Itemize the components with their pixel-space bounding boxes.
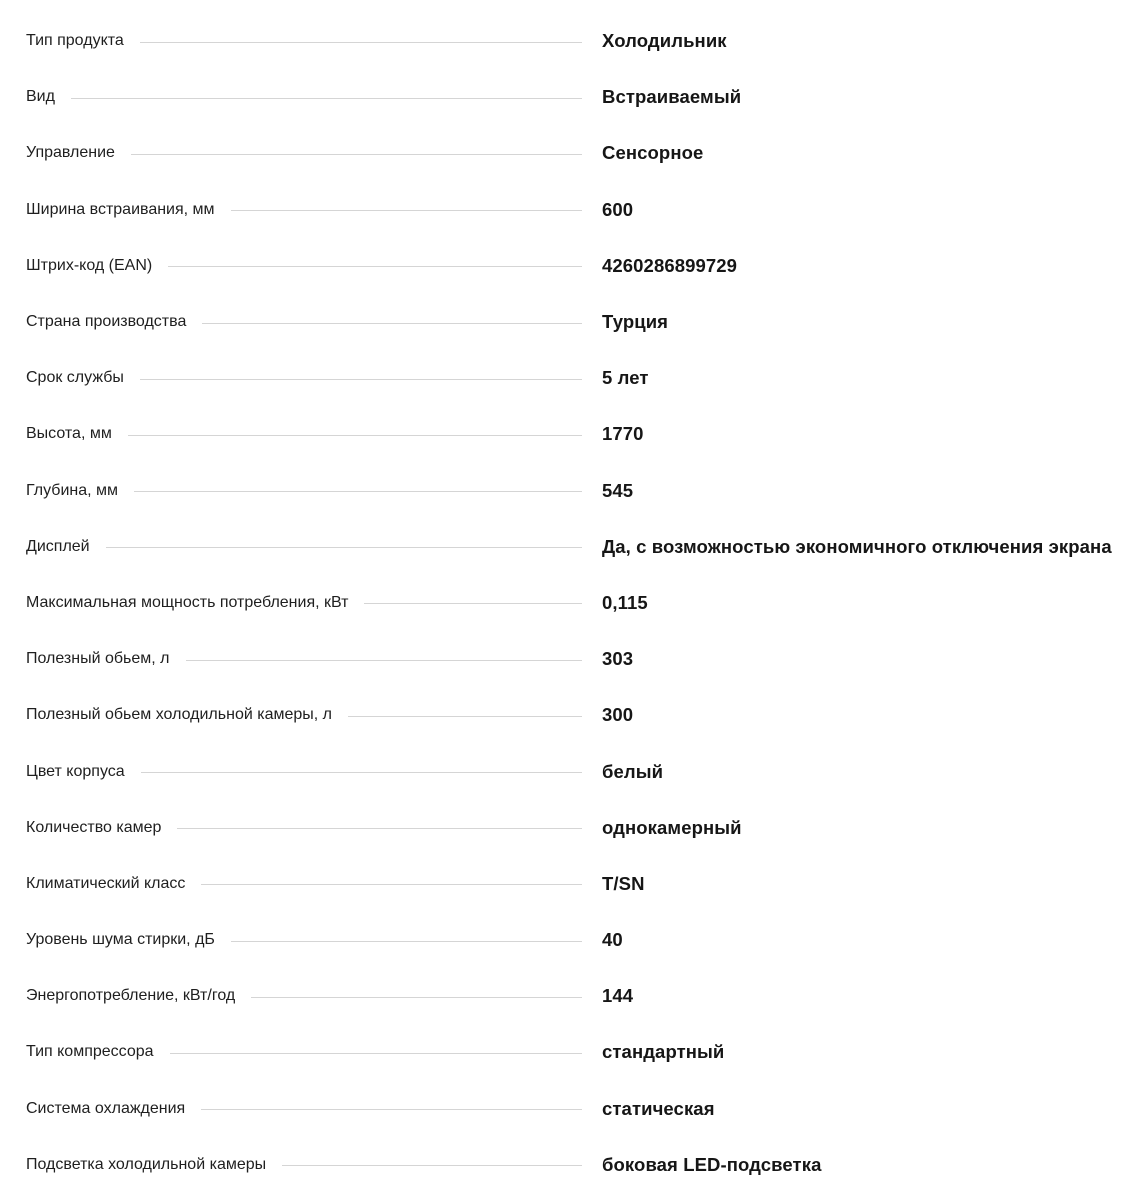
spec-label-cell [26,1156,582,1174]
leader-line [140,379,582,380]
leader-line [231,210,582,211]
spec-label-cell [26,313,582,331]
spec-value: 1770 [602,423,644,445]
spec-label-cell [26,257,582,275]
spec-row [26,687,1134,743]
spec-label-cell [26,425,582,443]
spec-label: Максимальная мощность потребления, кВт [26,593,349,611]
leader-line [128,435,582,436]
spec-value: Холодильник [602,30,727,52]
spec-row [26,125,1134,181]
spec-list [26,13,1134,1193]
spec-row [26,519,1134,575]
spec-row [26,1024,1134,1080]
leader-line [201,1109,582,1110]
spec-label-cell [26,987,582,1005]
spec-label: Дисплей [26,537,90,555]
spec-value: боковая LED-подсветка [602,1153,822,1175]
spec-label-cell [26,819,582,837]
spec-label-cell [26,875,582,893]
leader-line [202,323,582,324]
spec-label-cell [26,1043,582,1061]
spec-label-cell [26,931,582,949]
spec-label: Высота, мм [26,425,112,443]
leader-line [282,1165,582,1166]
spec-row [26,294,1134,350]
spec-row [26,968,1134,1024]
spec-value: белый [602,760,664,782]
spec-label: Вид [26,88,55,106]
spec-label: Штрих-код (EAN) [26,256,153,274]
spec-label-cell [26,538,582,556]
spec-row [26,856,1134,912]
spec-label: Полезный обьем, л [26,650,170,668]
spec-row [26,350,1134,406]
spec-row [26,800,1134,856]
leader-line [168,266,582,267]
spec-label: Тип компрессора [26,1043,154,1061]
spec-row [26,463,1134,519]
spec-label: Тип продукта [26,32,124,50]
spec-value: 4260286899729 [602,254,738,276]
spec-label-cell [26,32,582,50]
leader-line [231,941,582,942]
spec-label-cell [26,482,582,500]
leader-line [186,660,582,661]
spec-value: T/SN [602,872,645,894]
spec-row [26,69,1134,125]
spec-label-cell [26,1100,582,1118]
spec-row [26,631,1134,687]
spec-row [26,1137,1134,1193]
spec-value: 5 лет [602,367,649,389]
spec-label: Количество камер [26,818,162,836]
leader-line [348,716,582,717]
spec-value: стандартный [602,1041,725,1063]
spec-value: Встраиваемый [602,86,742,108]
leader-line [106,547,582,548]
spec-row [26,912,1134,968]
leader-line [140,42,582,43]
spec-row [26,13,1134,69]
leader-line [71,98,582,99]
spec-value: Сенсорное [602,142,704,164]
spec-label-cell [26,144,582,162]
spec-value: однокамерный [602,816,742,838]
leader-line [141,772,582,773]
spec-label: Климатический класс [26,874,186,892]
spec-label: Уровень шума стирки, дБ [26,931,215,949]
spec-label-cell [26,369,582,387]
spec-label-cell [26,763,582,781]
spec-value: 144 [602,985,634,1007]
spec-value: 600 [602,198,634,220]
spec-label-cell [26,201,582,219]
spec-label: Срок службы [26,369,124,387]
spec-row [26,575,1134,631]
spec-label: Полезный обьем холодильной камеры, л [26,706,332,724]
spec-value: 545 [602,479,634,501]
leader-line [201,884,582,885]
spec-label: Управление [26,144,115,162]
spec-row [26,406,1134,462]
spec-row [26,743,1134,799]
leader-line [177,828,582,829]
spec-value: 0,115 [602,591,648,613]
spec-label-cell [26,650,582,668]
spec-label-cell [26,706,582,724]
spec-value: Турция [602,311,669,333]
spec-label: Подсветка холодильной камеры [26,1155,267,1173]
leader-line [251,997,582,998]
leader-line [131,154,582,155]
spec-value: 40 [602,929,623,951]
spec-value: 300 [602,704,634,726]
spec-value: 303 [602,648,634,670]
spec-value: статическая [602,1097,715,1119]
spec-label-cell [26,594,582,612]
leader-line [134,491,582,492]
spec-row [26,1081,1134,1137]
spec-label: Система охлаждения [26,1099,186,1117]
spec-label: Страна производства [26,313,187,331]
spec-value: Да, с возможностью экономичного отключения экрана [602,535,1112,557]
spec-label: Цвет корпуса [26,762,125,780]
leader-line [364,603,582,604]
spec-label: Энергопотребление, кВт/год [26,987,236,1005]
spec-label: Ширина встраивания, мм [26,200,215,218]
leader-line [170,1053,582,1054]
spec-label-cell [26,88,582,106]
spec-row [26,182,1134,238]
spec-label: Глубина, мм [26,481,119,499]
spec-row [26,238,1134,294]
